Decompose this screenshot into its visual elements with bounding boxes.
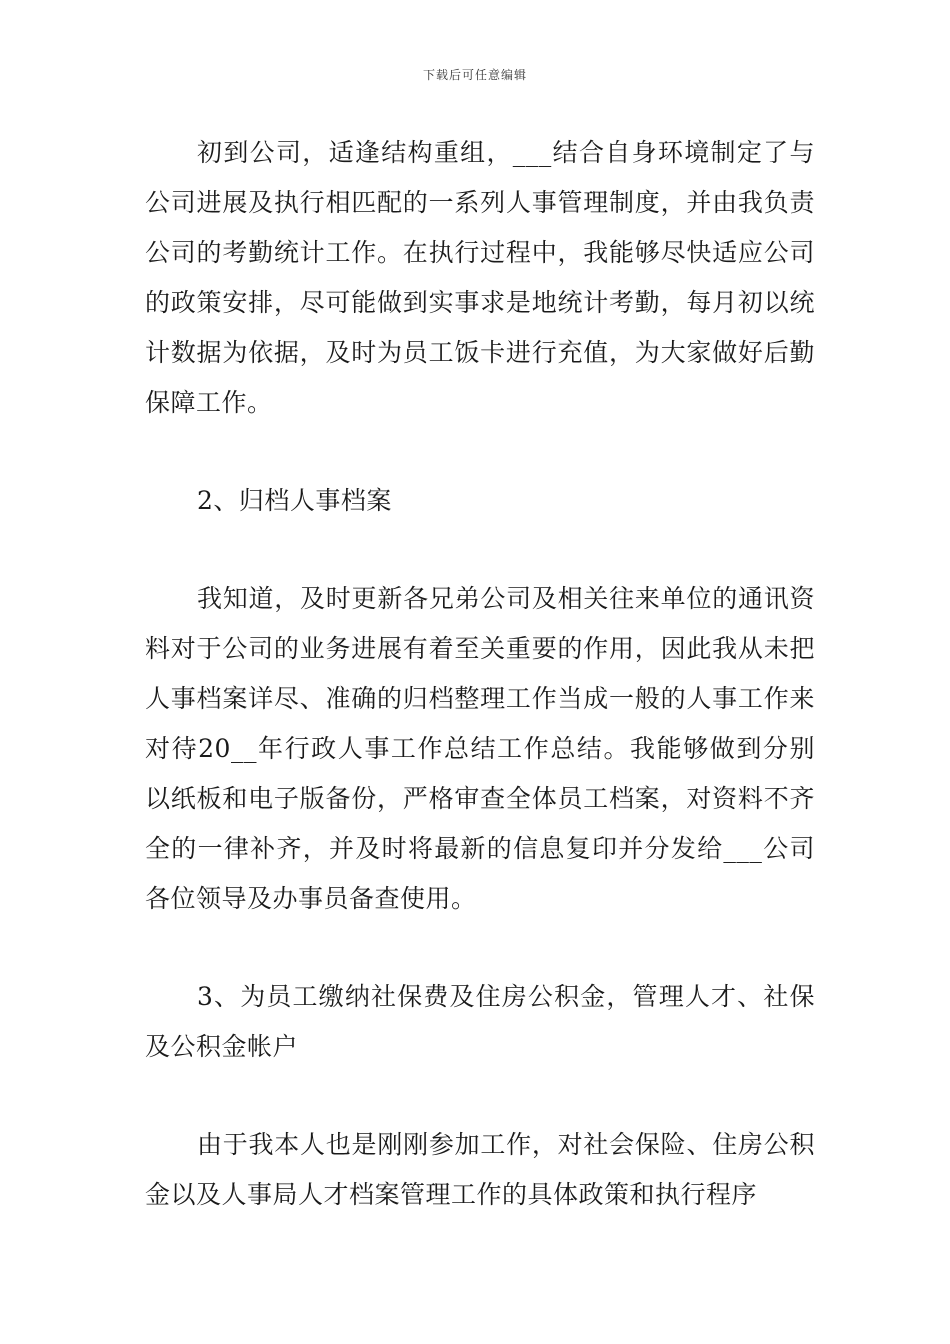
document-body — [145, 128, 815, 1220]
section-heading-social-insurance: 3、为员工缴纳社保费及住房公积金，管理人才、社保及公积金帐户 — [145, 982, 815, 1061]
paragraph-gap — [145, 526, 815, 574]
section-heading-archives: 2、归档人事档案 — [197, 486, 392, 515]
paragraph-attendance: 初到公司，适逢结构重组，___结合自身环境制定了与公司进展及执行相匹配的一系列人事管理制度，并由我负责公司的考勤统计工作。在执行过程中，我能够尽快适应公司的政策安排，尽可能做到实事求是地统计考勤，每月初以统计数据为依据，及时为员工饭卡进行充值，为大家做好后勤保障工作。 — [145, 138, 815, 417]
paragraph-gap — [145, 1072, 815, 1120]
header-note: 下载后可任意编辑 — [422, 68, 527, 82]
paragraph-gap — [145, 428, 815, 476]
paragraph-archives: 我知道，及时更新各兄弟公司及相关往来单位的通讯资料对于公司的业务进展有着至关重要的作用，因此我从未把人事档案详尽、准确的归档整理工作当成一般的人事工作来对待20__年行政人事工作总结工作总结。我能够做到分别以纸板和电子版备份，严格审查全体员工档案，对资料不齐全的一律补齐，并及时将最新的信息复印并分发给___公司各位领导及办事员备查使用。 — [145, 584, 815, 913]
paragraph-social-insurance: 由于我本人也是刚刚参加工作，对社会保险、住房公积金以及人事局人才档案管理工作的具体政策和执行程序 — [145, 1130, 815, 1209]
paragraph-gap — [145, 924, 815, 972]
